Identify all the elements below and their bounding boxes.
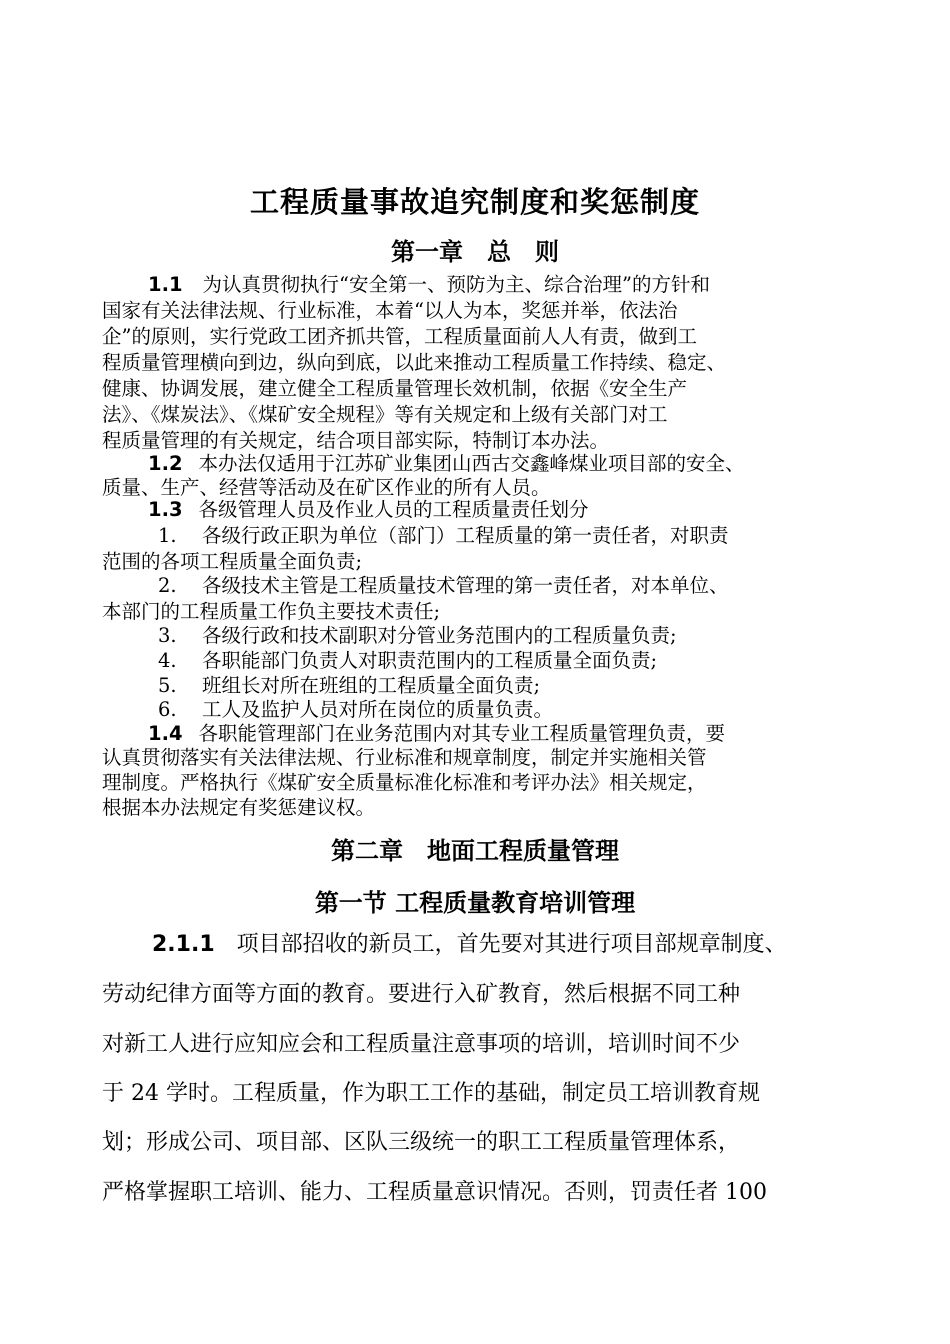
paragraph-line: 各职能管理部门在业务范围内对其专业工程质量管理负责，要 [198, 722, 726, 745]
paragraph-line: 严格掌握职工培训、能力、工程质量意识情况。否则，罚责任者 100 [102, 1180, 767, 1205]
list-number: 2. [158, 574, 177, 597]
list-line: 各级技术主管是工程质量技术管理的第一责任者，对本单位、 [202, 574, 729, 597]
list-number: 6. [158, 698, 177, 721]
list-item-5 [158, 673, 540, 699]
list-number: 1. [158, 524, 177, 547]
article-1-3-line [148, 497, 589, 523]
article-1-1-first-line [148, 272, 710, 298]
list-item-4 [158, 648, 657, 674]
list-number: 3. [158, 624, 177, 647]
article-1-2-first-line [148, 451, 745, 477]
paragraph-line: 认真贯彻落实有关法律法规、行业标准和规章制度，制定并实施相关管 [102, 746, 707, 769]
paragraph-line: 健康、协调发展，建立健全工程质量管理长效机制，依据《安全生产 [102, 377, 688, 400]
paragraph-line: 质量、生产、经营等活动及在矿区作业的所有人员。 [102, 476, 551, 499]
paragraph-line: 理制度。严格执行《煤矿安全质量标准化标准和考评办法》相关规定， [102, 771, 707, 794]
paragraph-line: 法》、《煤炭法》、《煤矿安全规程》等有关规定和上级有关部门对工 [102, 403, 668, 426]
list-line: 工人及监护人员对所在岗位的质量负责。 [202, 698, 554, 721]
paragraph-line: 于 24 学时。工程质量，作为职工工作的基础，制定员工培训教育规 [102, 1081, 760, 1106]
paragraph-line: 程质量管理的有关规定，结合项目部实际，特制订本办法。 [102, 429, 610, 452]
article-number: 1.4 [148, 722, 183, 745]
chapter-1-heading: 第一章 总 则 [391, 238, 559, 266]
article-1-4-first-line [148, 721, 725, 747]
list-line: 范围的各项工程质量全面负责; [102, 550, 363, 573]
section-1-heading: 第一节 工程质量教育培训管理 [314, 889, 636, 917]
article-2-1-1-first-line [152, 930, 787, 960]
chapter-2-heading: 第二章 地面工程质量管理 [331, 837, 619, 865]
paragraph-line: 项目部招收的新员工，首先要对其进行项目部规章制度、 [236, 932, 787, 957]
list-item-6 [158, 697, 553, 723]
list-line: 各级行政和技术副职对分管业务范围内的工程质量负责; [202, 624, 677, 647]
paragraph-line: 根据本办法规定有奖惩建议权。 [102, 796, 376, 819]
article-number: 1.1 [148, 273, 183, 296]
paragraph-line: 对新工人进行应知应会和工程质量注意事项的培训，培训时间不少 [102, 1032, 741, 1057]
paragraph-line: 为认真贯彻执行“安全第一、预防为主、综合治理”的方针和 [202, 273, 710, 296]
list-line: 班组长对所在班组的工程质量全面负责; [202, 674, 541, 697]
list-item-3 [158, 623, 677, 649]
list-line: 本部门的工程质量工作负主要技术责任; [102, 600, 441, 623]
article-number: 2.1.1 [152, 932, 215, 957]
paragraph-line: 劳动纪律方面等方面的教育。要进行入矿教育，然后根据不同工种 [102, 982, 741, 1007]
list-number: 4. [158, 649, 177, 672]
document-title: 工程质量事故追究制度和奖惩制度 [249, 185, 700, 219]
article-number: 1.3 [148, 498, 183, 521]
list-line: 各级行政正职为单位（部门）工程质量的第一责任者，对职责 [202, 524, 729, 547]
paragraph-line: 企”的原则，实行党政工团齐抓共管，工程质量面前人人有责，做到工 [102, 325, 697, 348]
list-item-2 [158, 573, 729, 599]
paragraph-line: 本办法仅适用于江苏矿业集团山西古交鑫峰煤业项目部的安全、 [198, 452, 745, 475]
paragraph-line: 程质量管理横向到边，纵向到底，以此来推动工程质量工作持续、稳定、 [102, 351, 727, 374]
article-number: 1.2 [148, 452, 183, 475]
paragraph-line: 国家有关法律法规、行业标准，本着“以人为本，奖惩并举，依法治 [102, 299, 678, 322]
paragraph-line: 各级管理人员及作业人员的工程质量责任划分 [198, 498, 589, 521]
list-item-1 [158, 523, 729, 549]
list-number: 5. [158, 674, 177, 697]
paragraph-line: 划；形成公司、项目部、区队三级统一的职工工程质量管理体系， [102, 1130, 741, 1155]
list-line: 各职能部门负责人对职责范围内的工程质量全面负责; [202, 649, 658, 672]
